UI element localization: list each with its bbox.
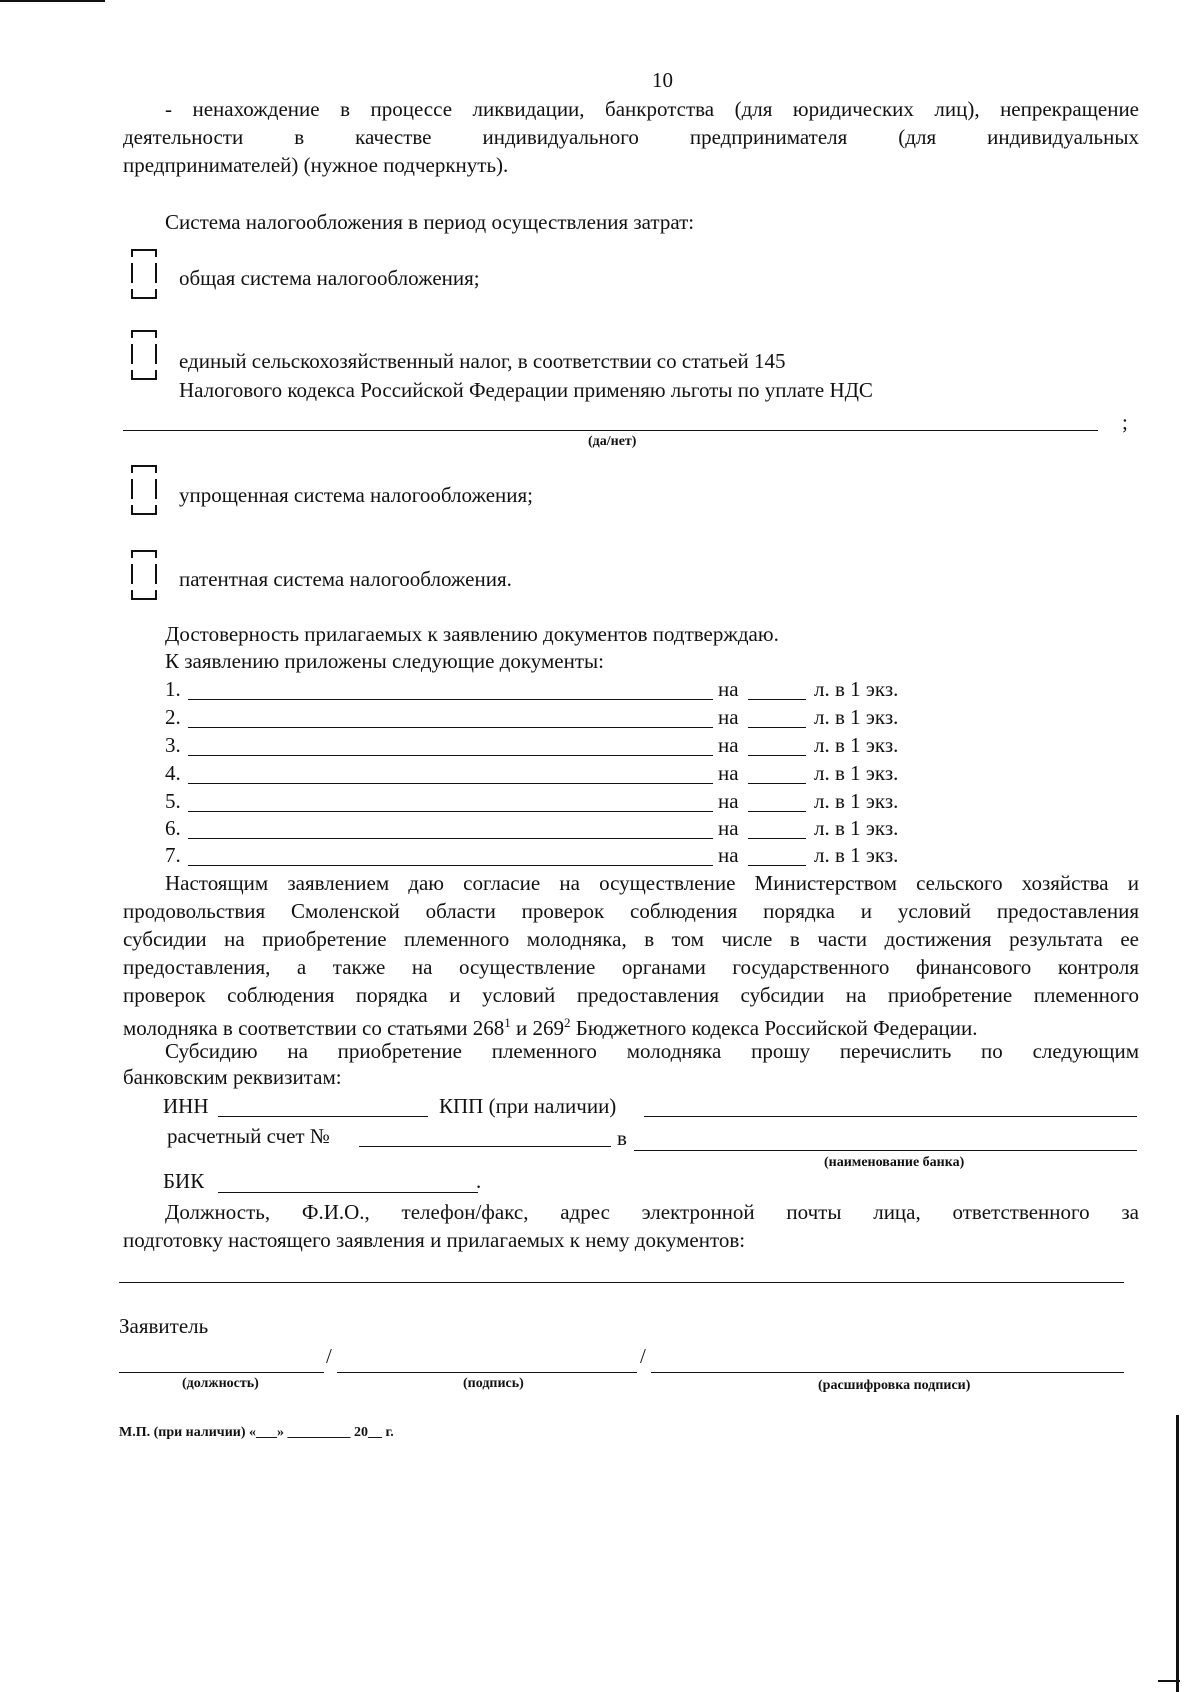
bank-name-field[interactable] — [634, 1150, 1137, 1151]
document-suffix: л. в 1 экз. — [814, 843, 899, 867]
bik-field[interactable] — [218, 1192, 478, 1193]
responsible-field[interactable] — [119, 1282, 1124, 1283]
account-label: расчетный счет № — [167, 1124, 330, 1148]
bank-line-1: Субсидию на приобретение племенного молодняка прошу перечислить по следующим — [165, 1039, 1139, 1063]
document-suffix: л. в 1 экз. — [814, 677, 899, 701]
consent-last-part-3: Бюджетного кодекса Российской Федерации. — [570, 1016, 978, 1040]
tax-option-general-label: общая система налогообложения; — [179, 266, 480, 290]
document-pages-field[interactable] — [748, 838, 806, 839]
signature-decode-field[interactable] — [651, 1372, 1124, 1373]
document-na: на — [718, 733, 739, 757]
document-num: 2. — [165, 705, 181, 729]
document-num: 6. — [165, 816, 181, 840]
document-na: на — [718, 705, 739, 729]
yes-no-semicolon: ; — [1122, 410, 1128, 434]
document-na: на — [718, 677, 739, 701]
document-suffix: л. в 1 экз. — [814, 761, 899, 785]
kpp-field[interactable] — [644, 1116, 1137, 1117]
tax-option-agricultural-checkbox[interactable] — [131, 330, 157, 380]
document-pages-field[interactable] — [748, 811, 806, 812]
intro-line-3: предпринимателей) (нужное подчеркнуть). — [123, 153, 509, 177]
applicant-label: Заявитель — [119, 1314, 209, 1338]
document-num: 3. — [165, 733, 181, 757]
document-name-field[interactable] — [188, 727, 713, 728]
account-field[interactable] — [359, 1146, 611, 1147]
page-edge-top — [0, 0, 105, 2]
bank-name-caption: (наименование банка) — [824, 1155, 965, 1170]
page-number: 10 — [652, 68, 673, 92]
document-pages-field[interactable] — [748, 727, 806, 728]
document-name-field[interactable] — [188, 699, 713, 700]
inn-field[interactable] — [218, 1116, 428, 1117]
position-field[interactable] — [119, 1372, 324, 1373]
document-pages-field[interactable] — [748, 865, 806, 866]
document-name-field[interactable] — [188, 783, 713, 784]
tax-option-patent-checkbox[interactable] — [131, 550, 157, 600]
document-name-field[interactable] — [188, 811, 713, 812]
documents-confirm: Достоверность прилагаемых к заявлению документов подтверждаю. — [165, 622, 779, 646]
responsible-line-1: Должность, Ф.И.О., телефон/факс, адрес электронной почты лица, ответственного за — [165, 1200, 1139, 1224]
bik-dot: . — [476, 1169, 482, 1193]
tax-option-simplified-label: упрощенная система налогообложения; — [179, 483, 533, 507]
consent-line-5: проверок соблюдения порядка и условий предоставления субсидии на приобретение племенного — [123, 983, 1139, 1007]
consent-sup-1: 1 — [504, 1015, 511, 1030]
consent-line-2: продовольствия Смоленской области проверок соблюдения порядка и условий предоставления — [123, 899, 1139, 923]
page-edge-corner — [1158, 1680, 1180, 1682]
tax-option-agricultural-line-2: Налогового кодекса Российской Федерации применяю льготы по уплате НДС — [179, 378, 873, 402]
consent-line-4: предоставления, а также на осуществление органами государственного финансового контроля — [123, 955, 1139, 979]
document-na: на — [718, 789, 739, 813]
document-pages-field[interactable] — [748, 699, 806, 700]
bik-label: БИК — [163, 1169, 205, 1193]
document-suffix: л. в 1 экз. — [814, 705, 899, 729]
document-na: на — [718, 816, 739, 840]
document-name-field[interactable] — [188, 838, 713, 839]
bank-line-2: банковским реквизитам: — [123, 1065, 342, 1089]
tax-heading: Система налогообложения в период осуществления затрат: — [165, 210, 695, 234]
documents-attached-heading: К заявлению приложены следующие документы: — [165, 649, 604, 673]
document-num: 1. — [165, 677, 181, 701]
document-pages-field[interactable] — [748, 783, 806, 784]
signature-field[interactable] — [337, 1372, 637, 1373]
tax-option-patent-label: патентная система налогообложения. — [179, 567, 512, 591]
stamp-date-line[interactable]: М.П. (при наличии) «___» _________ 20__ г. — [119, 1425, 394, 1440]
document-num: 5. — [165, 789, 181, 813]
document-suffix: л. в 1 экз. — [814, 733, 899, 757]
position-caption: (должность) — [182, 1376, 259, 1391]
yes-no-line[interactable] — [123, 430, 1098, 431]
consent-sup-2: 2 — [564, 1015, 571, 1030]
intro-line-1: - ненахождение в процессе ликвидации, банкротства (для юридических лиц), непрекращение — [165, 97, 1139, 121]
page-edge-right — [1176, 1415, 1179, 1692]
slash-1: / — [326, 1344, 332, 1368]
consent-last-part-2: и 269 — [510, 1016, 565, 1040]
inn-label: ИНН — [163, 1094, 209, 1118]
document-na: на — [718, 761, 739, 785]
intro-line-2: деятельности в качестве индивидуального предпринимателя (для индивидуальных — [123, 125, 1139, 149]
document-suffix: л. в 1 экз. — [814, 816, 899, 840]
document-name-field[interactable] — [188, 865, 713, 866]
signature-caption: (подпись) — [463, 1376, 524, 1391]
account-in-label: в — [617, 1126, 627, 1150]
document-name-field[interactable] — [188, 755, 713, 756]
slash-2: / — [640, 1344, 646, 1368]
document-num: 7. — [165, 843, 181, 867]
tax-option-agricultural-line-1: единый сельскохозяйственный налог, в соответствии со статьей 145 — [179, 349, 786, 373]
tax-option-simplified-checkbox[interactable] — [131, 465, 157, 515]
yes-no-caption: (да/нет) — [588, 434, 637, 449]
document-num: 4. — [165, 761, 181, 785]
document-suffix: л. в 1 экз. — [814, 789, 899, 813]
document-pages-field[interactable] — [748, 755, 806, 756]
kpp-label: КПП (при наличии) — [439, 1094, 617, 1118]
consent-line-3: субсидии на приобретение племенного молодняка, в том числе в части достижения результата ее — [123, 927, 1139, 951]
tax-option-general-checkbox[interactable] — [131, 249, 157, 299]
signature-decode-caption: (расшифровка подписи) — [818, 1378, 971, 1393]
document-na: на — [718, 843, 739, 867]
consent-line-1: Настоящим заявлением даю согласие на осуществление Министерством сельского хозяйства и — [165, 871, 1139, 895]
consent-last-part-1: молодняка в соответствии со статьями 268 — [123, 1016, 505, 1040]
responsible-line-2: подготовку настоящего заявления и прилагаемых к нему документов: — [123, 1228, 746, 1252]
